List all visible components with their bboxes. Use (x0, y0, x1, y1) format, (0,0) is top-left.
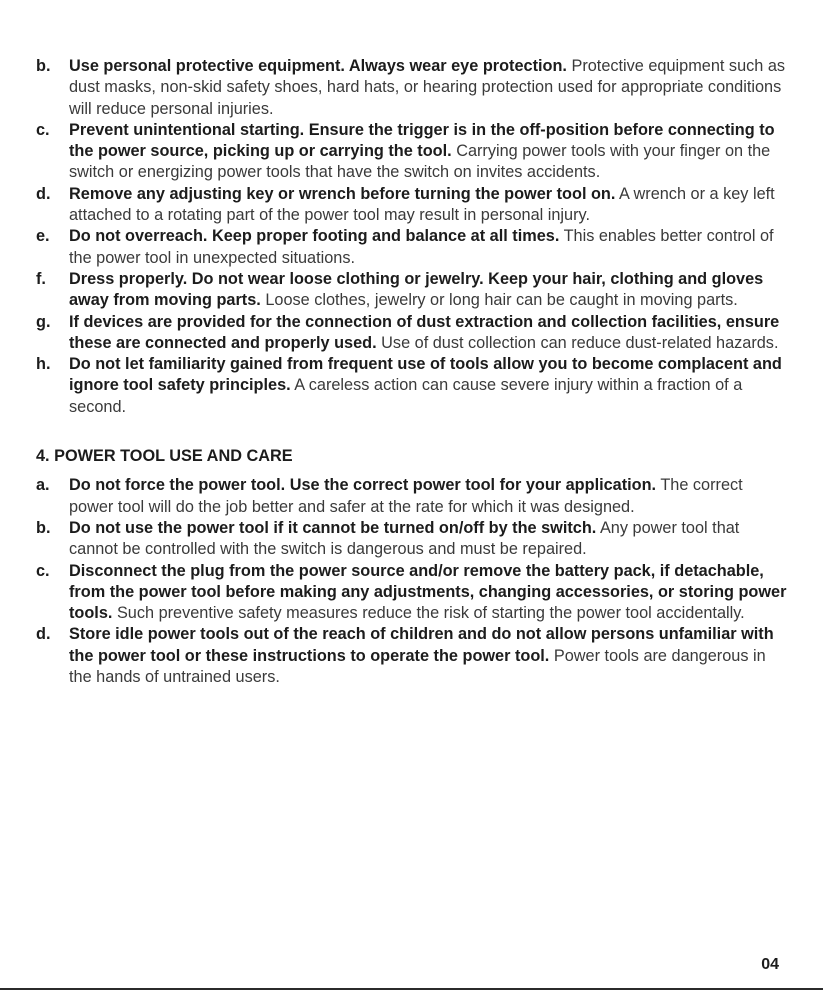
manual-page (36, 56, 788, 688)
item-letter: e. (36, 227, 50, 246)
item-letter: b. (36, 518, 51, 537)
item-letter: d. (36, 625, 51, 644)
section-4-item-d (36, 624, 788, 688)
item-explanation: Carrying power tools with your finger on the switch or energizing power tools that have the switch on invites accidents. (69, 142, 771, 182)
section-4-heading: 4. POWER TOOL USE AND CARE (36, 447, 293, 466)
item-bold-instruction: If devices are provided for the connection of dust extraction and collection facilities, ensure these are connected and properly used. (69, 312, 780, 352)
section-3-item-d (36, 184, 788, 227)
item-text (69, 56, 788, 120)
item-letter: d. (36, 184, 51, 203)
item-letter: h. (36, 355, 51, 374)
section-3-item-b (36, 56, 788, 120)
section-4-item-c (36, 561, 788, 625)
item-letter: g. (36, 312, 51, 331)
item-bold-instruction: Remove any adjusting key or wrench before turning the power tool on. (69, 184, 616, 203)
item-explanation: A wrench or a key left attached to a rotating part of the power tool may result in personal injury. (69, 184, 775, 225)
item-text (69, 475, 788, 518)
item-text (69, 120, 788, 184)
item-bold-instruction: Do not let familiarity gained from frequent use of tools allow you to become complacent and ignore tool safety principles. (69, 355, 782, 395)
item-text (69, 518, 788, 561)
section-3-item-e (36, 226, 788, 269)
item-bold-instruction: Store idle power tools out of the reach of children and do not allow persons unfamiliar with the power tool or these instructions to operate the power tool. (69, 625, 774, 665)
item-text (69, 226, 788, 269)
item-text (69, 269, 788, 312)
section-3-item-h (36, 354, 788, 418)
item-letter: c. (36, 120, 50, 139)
item-explanation: Power tools are dangerous in the hands of untrained users. (69, 646, 766, 687)
section-4-item-b (36, 518, 788, 561)
item-bold-instruction: Prevent unintentional starting. Ensure the trigger is in the off-position before connecting to the power source, picking up or carrying the tool. (69, 120, 775, 161)
item-text (69, 184, 788, 227)
section-3-item-g (36, 312, 788, 355)
item-explanation: Loose clothes, jewelry or long hair can be caught in moving parts. (260, 291, 738, 310)
item-letter: c. (36, 561, 50, 580)
item-bold-instruction: Disconnect the plug from the power source and/or remove the battery pack, if detachable, from the power tool before making any adjustments, changing accessories, or storing power tools. (69, 561, 787, 623)
section-3-item-c (36, 120, 788, 184)
item-text (69, 624, 788, 688)
item-explanation: Protective equipment such as dust masks, non-skid safety shoes, hard hats, or hearing protection used for appropriate conditions will reduce personal injuries. (69, 57, 786, 118)
item-letter: f. (36, 269, 46, 288)
item-explanation: Any power tool that cannot be controlled with the switch is dangerous and must be repaired. (69, 518, 740, 559)
item-letter: a. (36, 476, 50, 495)
item-letter: b. (36, 57, 51, 75)
bottom-rule (0, 988, 823, 990)
item-text (69, 312, 788, 355)
item-text (69, 561, 788, 625)
section-3-list (36, 56, 788, 418)
section-4-item-a (36, 475, 788, 518)
item-bold-instruction: Use personal protective equipment. Always wear eye protection. (69, 57, 567, 75)
item-explanation: Use of dust collection can reduce dust-related hazards. (376, 333, 779, 352)
item-bold-instruction: Dress properly. Do not wear loose clothing or jewelry. Keep your hair, clothing and gloves away from moving parts. (69, 269, 764, 310)
item-bold-instruction: Do not use the power tool if it cannot be turned on/off by the switch. (69, 518, 597, 537)
section-4-list (36, 475, 788, 688)
item-explanation: A careless action can cause severe injury within a fraction of a second. (69, 376, 743, 416)
item-explanation: Such preventive safety measures reduce the risk of starting the power tool accidentally. (112, 604, 745, 623)
item-explanation: The correct power tool will do the job better and safer at the rate for which it was designed. (69, 476, 743, 516)
item-bold-instruction: Do not force the power tool. Use the correct power tool for your application. (69, 476, 657, 495)
section-3-item-f (36, 269, 788, 312)
item-bold-instruction: Do not overreach. Keep proper footing and balance at all times. (69, 227, 560, 246)
item-text (69, 354, 788, 418)
page-number: 04 (761, 956, 779, 973)
item-explanation: This enables better control of the power tool in unexpected situations. (69, 227, 774, 267)
